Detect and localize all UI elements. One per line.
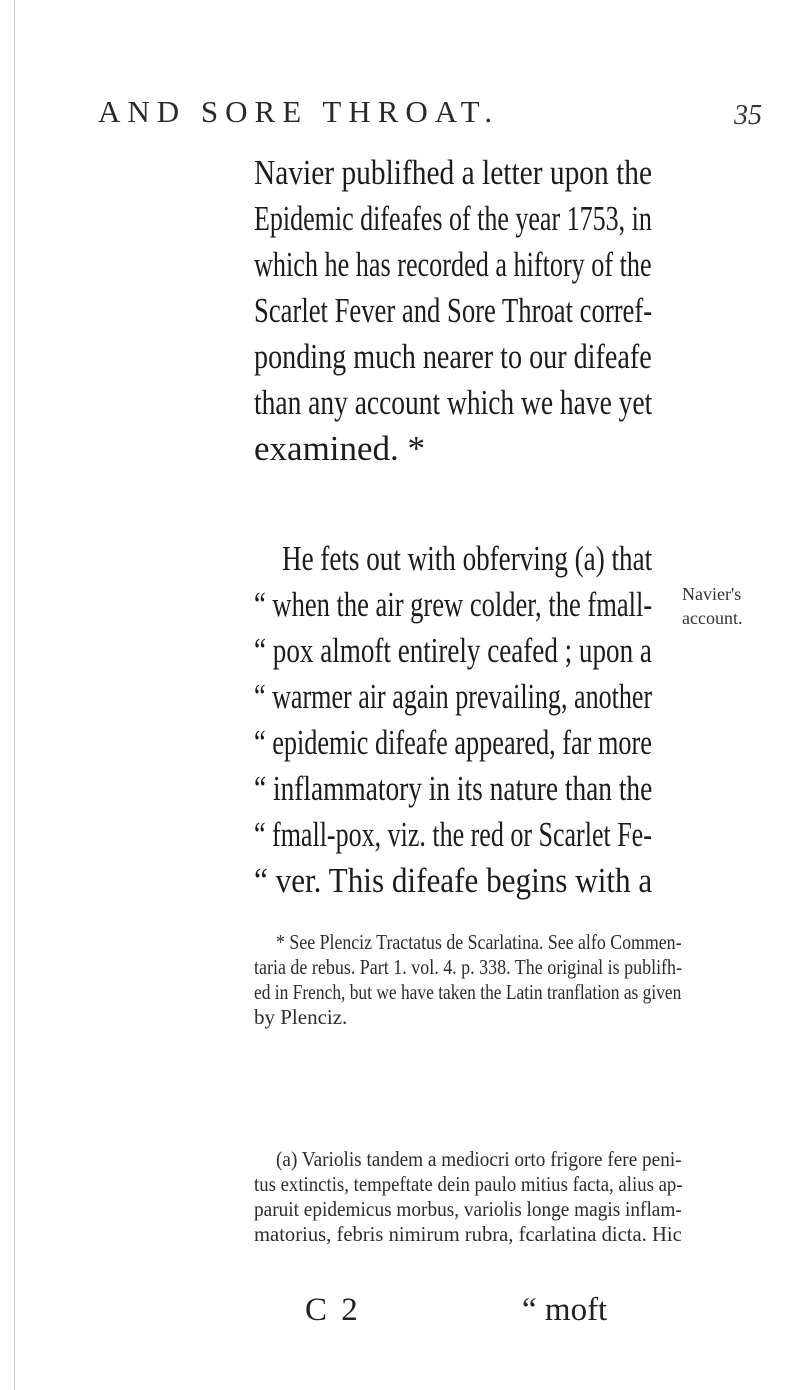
text-line: “ when the air grew colder, the fmall- bbox=[254, 585, 653, 624]
margin-note-line: account. bbox=[682, 608, 743, 628]
text-line: ponding much nearer to our difeafe bbox=[254, 337, 652, 376]
footnote-line: by Plenciz. bbox=[254, 1005, 348, 1029]
margin-note-line: Navier's bbox=[682, 584, 742, 604]
text-line: “ epidemic difeafe appeared, far more bbox=[254, 723, 652, 762]
text-line: Scarlet Fever and Sore Throat corref- bbox=[254, 291, 653, 330]
text-line: “ pox almoft entirely ceafed ; upon a bbox=[254, 631, 652, 670]
text-line: examined. * bbox=[254, 429, 426, 468]
footnote-line: tus extinctis, tempeftate dein paulo mitius facta, alius ap- bbox=[254, 1172, 683, 1196]
page-edge bbox=[14, 0, 15, 1390]
footnote-line: * See Plenciz Tractatus de Scarlatina. See alfo Commen- bbox=[276, 930, 682, 954]
text-line: “ fmall-pox, viz. the red or Scarlet Fe- bbox=[254, 815, 652, 854]
margin-note bbox=[682, 582, 800, 630]
text-line: “ inflammatory in its nature than the bbox=[254, 769, 653, 808]
text-line: than any account which we have yet bbox=[254, 383, 653, 422]
text-line: “ warmer air again prevailing, another bbox=[254, 677, 653, 716]
text-line: He fets out with obferving (a) that bbox=[282, 539, 653, 578]
catchword: “ moft bbox=[522, 1292, 608, 1328]
running-head: AND SORE THROAT. bbox=[98, 94, 500, 129]
footnote-line: taria de rebus. Part 1. vol. 4. p. 338. The original is publifh- bbox=[254, 955, 683, 979]
footnote-line: ed in French, but we have taken the Latin tranflation as given bbox=[254, 980, 682, 1004]
signature-mark: C 2 bbox=[305, 1292, 361, 1328]
page-number: 35 bbox=[734, 100, 762, 131]
footnote-line: paruit epidemicus morbus, variolis longe magis inflam- bbox=[254, 1197, 682, 1221]
text-line: which he has recorded a hiftory of the bbox=[254, 245, 652, 284]
footnote-line: (a) Variolis tandem a mediocri orto frigore fere peni- bbox=[276, 1147, 682, 1171]
text-line: Epidemic difeafes of the year 1753, in bbox=[254, 199, 652, 238]
text-line: “ ver. This difeafe begins with a bbox=[254, 861, 653, 900]
footnote-line: matorius, febris nimirum rubra, fcarlatina dicta. Hic bbox=[254, 1222, 682, 1246]
text-line: Navier publifhed a letter upon the bbox=[254, 153, 653, 192]
